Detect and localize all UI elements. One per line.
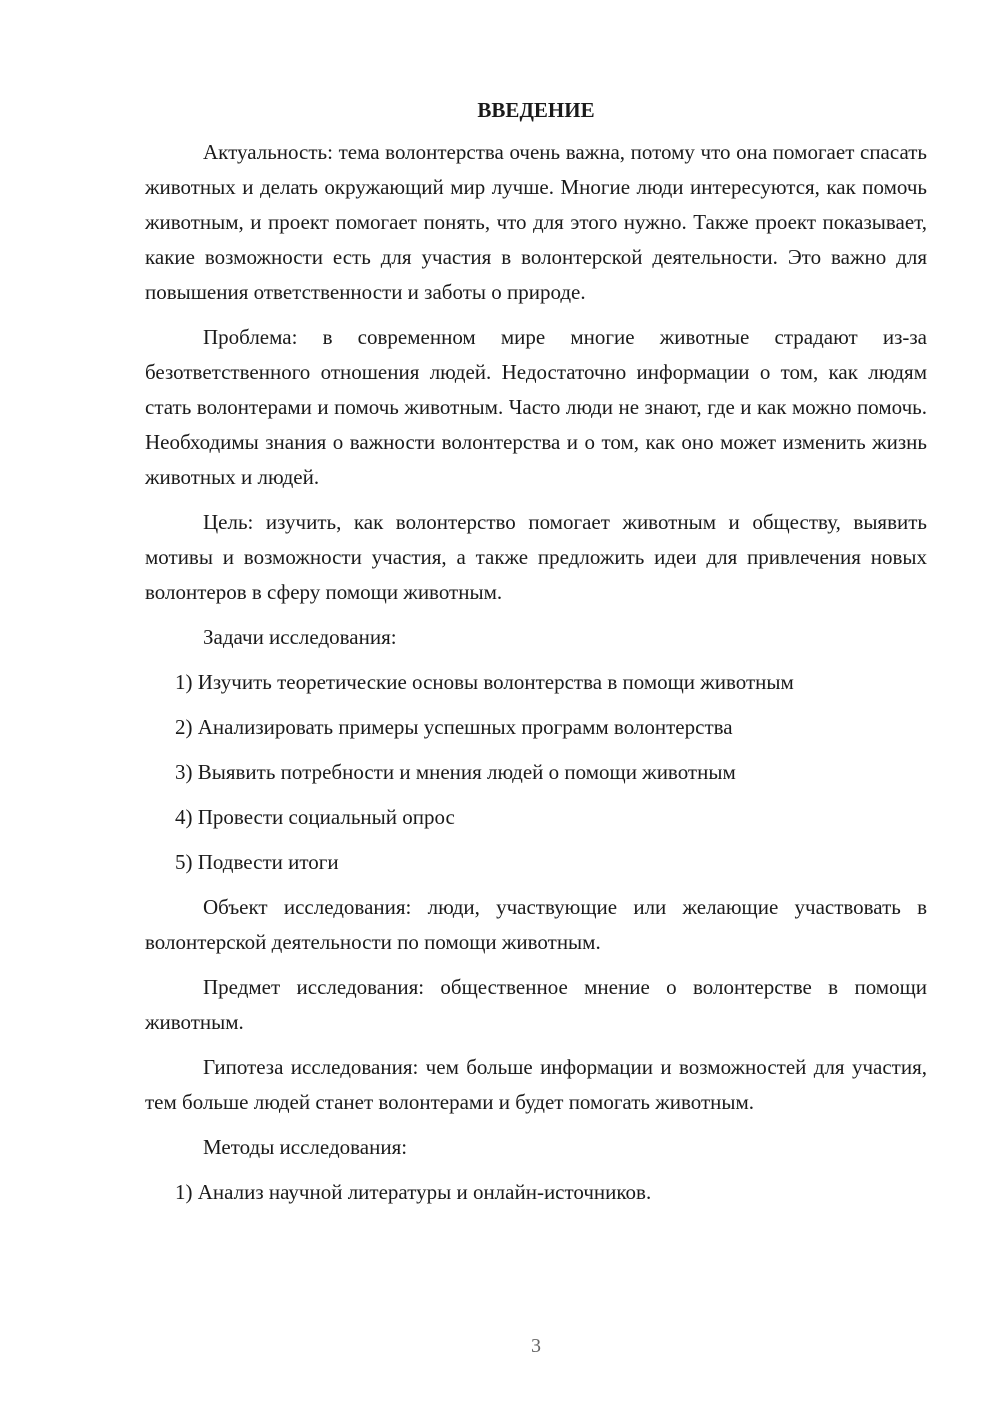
tasks-list bbox=[145, 665, 927, 880]
subject-paragraph: Предмет исследования: общественное мнение о волонтерстве в помощи животным. bbox=[145, 975, 927, 1034]
list-item: 1) Анализ научной литературы и онлайн-источников. bbox=[175, 1180, 652, 1204]
page-number: 3 bbox=[531, 1335, 541, 1357]
list-item: 2) Анализировать примеры успешных программ волонтерства bbox=[175, 715, 733, 739]
goal-paragraph: Цель: изучить, как волонтерство помогает животным и обществу, выявить мотивы и возможности участия, а также предложить идеи для привлечения новых волонтеров в сферу помощи животным. bbox=[145, 510, 927, 604]
list-item: 4) Провести социальный опрос bbox=[175, 805, 455, 829]
relevance-paragraph: Актуальность: тема волонтерства очень важна, потому что она помогает спасать животных и делать окружающий мир лучше. Многие люди интересуются, как помочь животным, и проект помогает понять, что для этого нужно. Также проект показывает, какие возможности есть для участия в волонтерской деятельности. Это важно для повышения ответственности и заботы о природе. bbox=[145, 140, 927, 304]
object-paragraph: Объект исследования: люди, участвующие или желающие участвовать в волонтерской деятельности по помощи животным. bbox=[145, 895, 927, 954]
hypothesis-paragraph: Гипотеза исследования: чем больше информации и возможностей для участия, тем больше людей станет волонтерами и будет помогать животным. bbox=[145, 1055, 927, 1114]
methods-label: Методы исследования: bbox=[203, 1135, 408, 1159]
methods-list bbox=[145, 1175, 927, 1210]
section-heading: ВВЕДЕНИЕ bbox=[477, 98, 595, 122]
document-page bbox=[145, 95, 927, 1220]
problem-paragraph: Проблема: в современном мире многие животные страдают из-за безответственного отношения людей. Недостаточно информации о том, как людям стать волонтерами и помочь животным. Часто люди не знают, где и как можно помочь. Необходимы знания о важности волонтерства и о том, как оно может изменить жизнь животных и людей. bbox=[145, 325, 927, 489]
tasks-label: Задачи исследования: bbox=[203, 625, 397, 649]
list-item: 1) Изучить теоретические основы волонтерства в помощи животным bbox=[175, 670, 794, 694]
list-item: 5) Подвести итоги bbox=[175, 850, 339, 874]
list-item: 3) Выявить потребности и мнения людей о помощи животным bbox=[175, 760, 736, 784]
